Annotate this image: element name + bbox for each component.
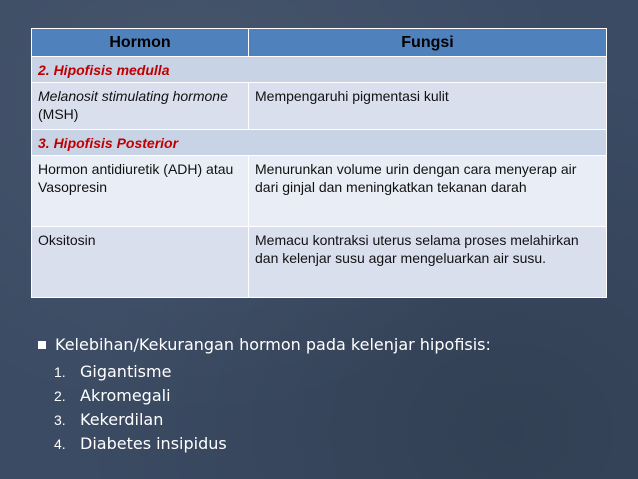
function-cell: Menurunkan volume urin dengan cara menyerap air dari ginjal dan meningkatkan tekanan darah <box>249 156 607 227</box>
header-hormon: Hormon <box>32 29 249 57</box>
section-title: 2. Hipofisis medulla <box>32 57 607 83</box>
list-heading <box>38 334 491 356</box>
item-text: Kekerdilan <box>80 410 164 429</box>
hormone-abbr: (MSH) <box>38 106 79 122</box>
list-item <box>54 408 491 432</box>
section-row <box>32 57 607 83</box>
table-row <box>32 83 607 130</box>
numbered-list <box>38 360 491 456</box>
hormone-cell: Oksitosin <box>32 227 249 298</box>
item-text: Akromegali <box>80 386 171 405</box>
item-text: Gigantisme <box>80 362 172 381</box>
hormone-name: Melanosit stimulating hormone <box>38 88 228 104</box>
list-heading-text: Kelebihan/Kekurangan hormon pada kelenjar hipofisis: <box>55 335 491 354</box>
function-cell: Mempengaruhi pigmentasi kulit <box>249 83 607 130</box>
table-header-row <box>32 29 607 57</box>
hormone-cell <box>32 83 249 130</box>
header-fungsi: Fungsi <box>249 29 607 57</box>
list-item <box>54 360 491 384</box>
section-title: 3. Hipofisis Posterior <box>32 130 607 156</box>
item-number: 2. <box>54 388 66 404</box>
list-item <box>54 384 491 408</box>
function-cell: Memacu kontraksi uterus selama proses melahirkan dan kelenjar susu agar mengeluarkan air susu. <box>249 227 607 298</box>
section-row <box>32 130 607 156</box>
item-text: Diabetes insipidus <box>80 434 227 453</box>
item-number: 3. <box>54 412 66 428</box>
hormone-table <box>31 28 607 298</box>
hormone-cell: Hormon antidiuretik (ADH) atau Vasopresin <box>32 156 249 227</box>
table-row <box>32 227 607 298</box>
item-number: 1. <box>54 364 66 380</box>
disorder-list <box>38 334 491 456</box>
square-bullet-icon <box>38 341 46 349</box>
item-number: 4. <box>54 436 66 452</box>
table-row <box>32 156 607 227</box>
list-item <box>54 432 491 456</box>
